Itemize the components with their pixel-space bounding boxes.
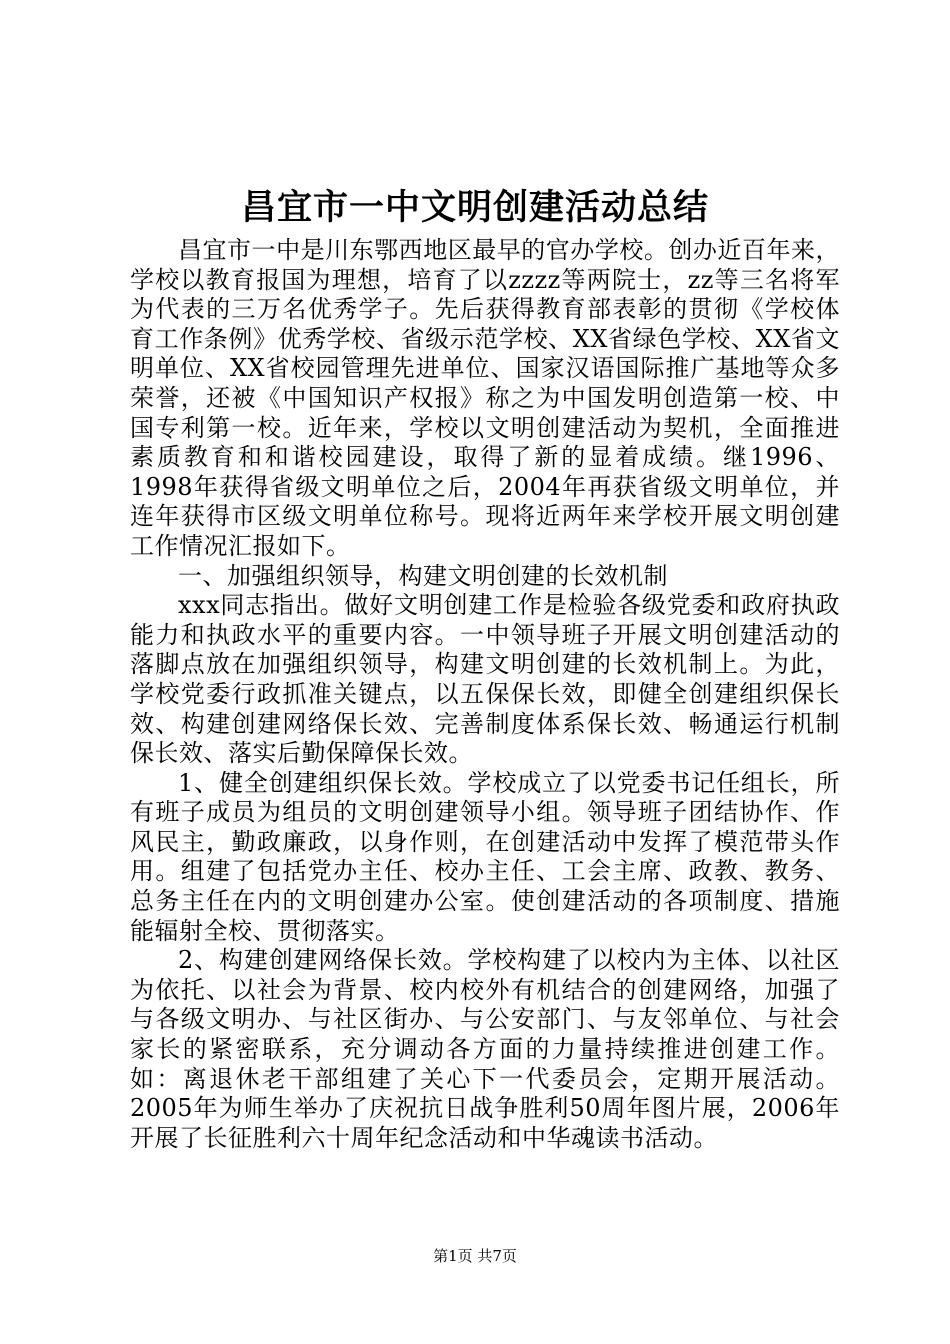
- item-paragraph-2: 2、构建创建网络保长效。学校构建了以校内为主体、以社区为依托、以社会为背景、校内校外有机结合的创建网络，加强了与各级文明办、与社区街办、与公安部门、与友邻单位、与社会家长的紧密联系，充分调动各方面的力量持续推进创建工作。如：离退休老干部组建了关心下一代委员会，定期开展活动。2005年为师生举办了庆祝抗日战争胜利50周年图片展，2006年开展了长征胜利六十周年纪念活动和中华魂读书活动。: [130, 946, 840, 1152]
- section-paragraph: xxx同志指出。做好文明创建工作是检验各级党委和政府执政能力和执政水平的重要内容。一中领导班子开展文明创建活动的落脚点放在加强组织领导，构建文明创建的长效机制上。为此，学校党委行政抓准关键点，以五保保长效，即健全创建组织保长效、构建创建网络保长效、完善制度体系保长效、畅通运行机制保长效、落实后勤保障保长效。: [130, 591, 840, 768]
- intro-paragraph: 昌宜市一中是川东鄂西地区最早的官办学校。创办近百年来，学校以教育报国为理想，培育了以zzzz等两院士，zz等三名将军为代表的三万名优秀学子。先后获得教育部表彰的贯彻《学校体育工作条例》优秀学校、省级示范学校、XX省绿色学校、XX省文明单位、XX省校园管理先进单位、国家汉语国际推广基地等众多荣誉，还被《中国知识产权报》称之为中国发明创造第一校、中国专利第一校。近年来，学校以文明创建活动为契机，全面推进素质教育和和谐校园建设，取得了新的显着成绩。继1996、1998年获得省级文明单位之后，2004年再获省级文明单位，并连年获得市区级文明单位称号。现将近两年来学校开展文明创建工作情况汇报如下。: [130, 236, 840, 560]
- document-title: 昌宜市一中文明创建活动总结: [240, 187, 709, 228]
- section-heading: 一、加强组织领导，构建文明创建的长效机制: [178, 561, 668, 590]
- page-number-footer: 第1页 共7页: [433, 1247, 517, 1265]
- document-body: [130, 236, 840, 1153]
- item-paragraph-1: 1、健全创建组织保长效。学校成立了以党委书记任组长，所有班子成员为组员的文明创建领导小组。领导班子团结协作、作风民主，勤政廉政，以身作则，在创建活动中发挥了模范带头作用。组建了包括党办主任、校办主任、工会主席、政教、教务、总务主任在内的文明创建办公室。使创建活动的各项制度、措施能辐射全校、贯彻落实。: [130, 768, 840, 945]
